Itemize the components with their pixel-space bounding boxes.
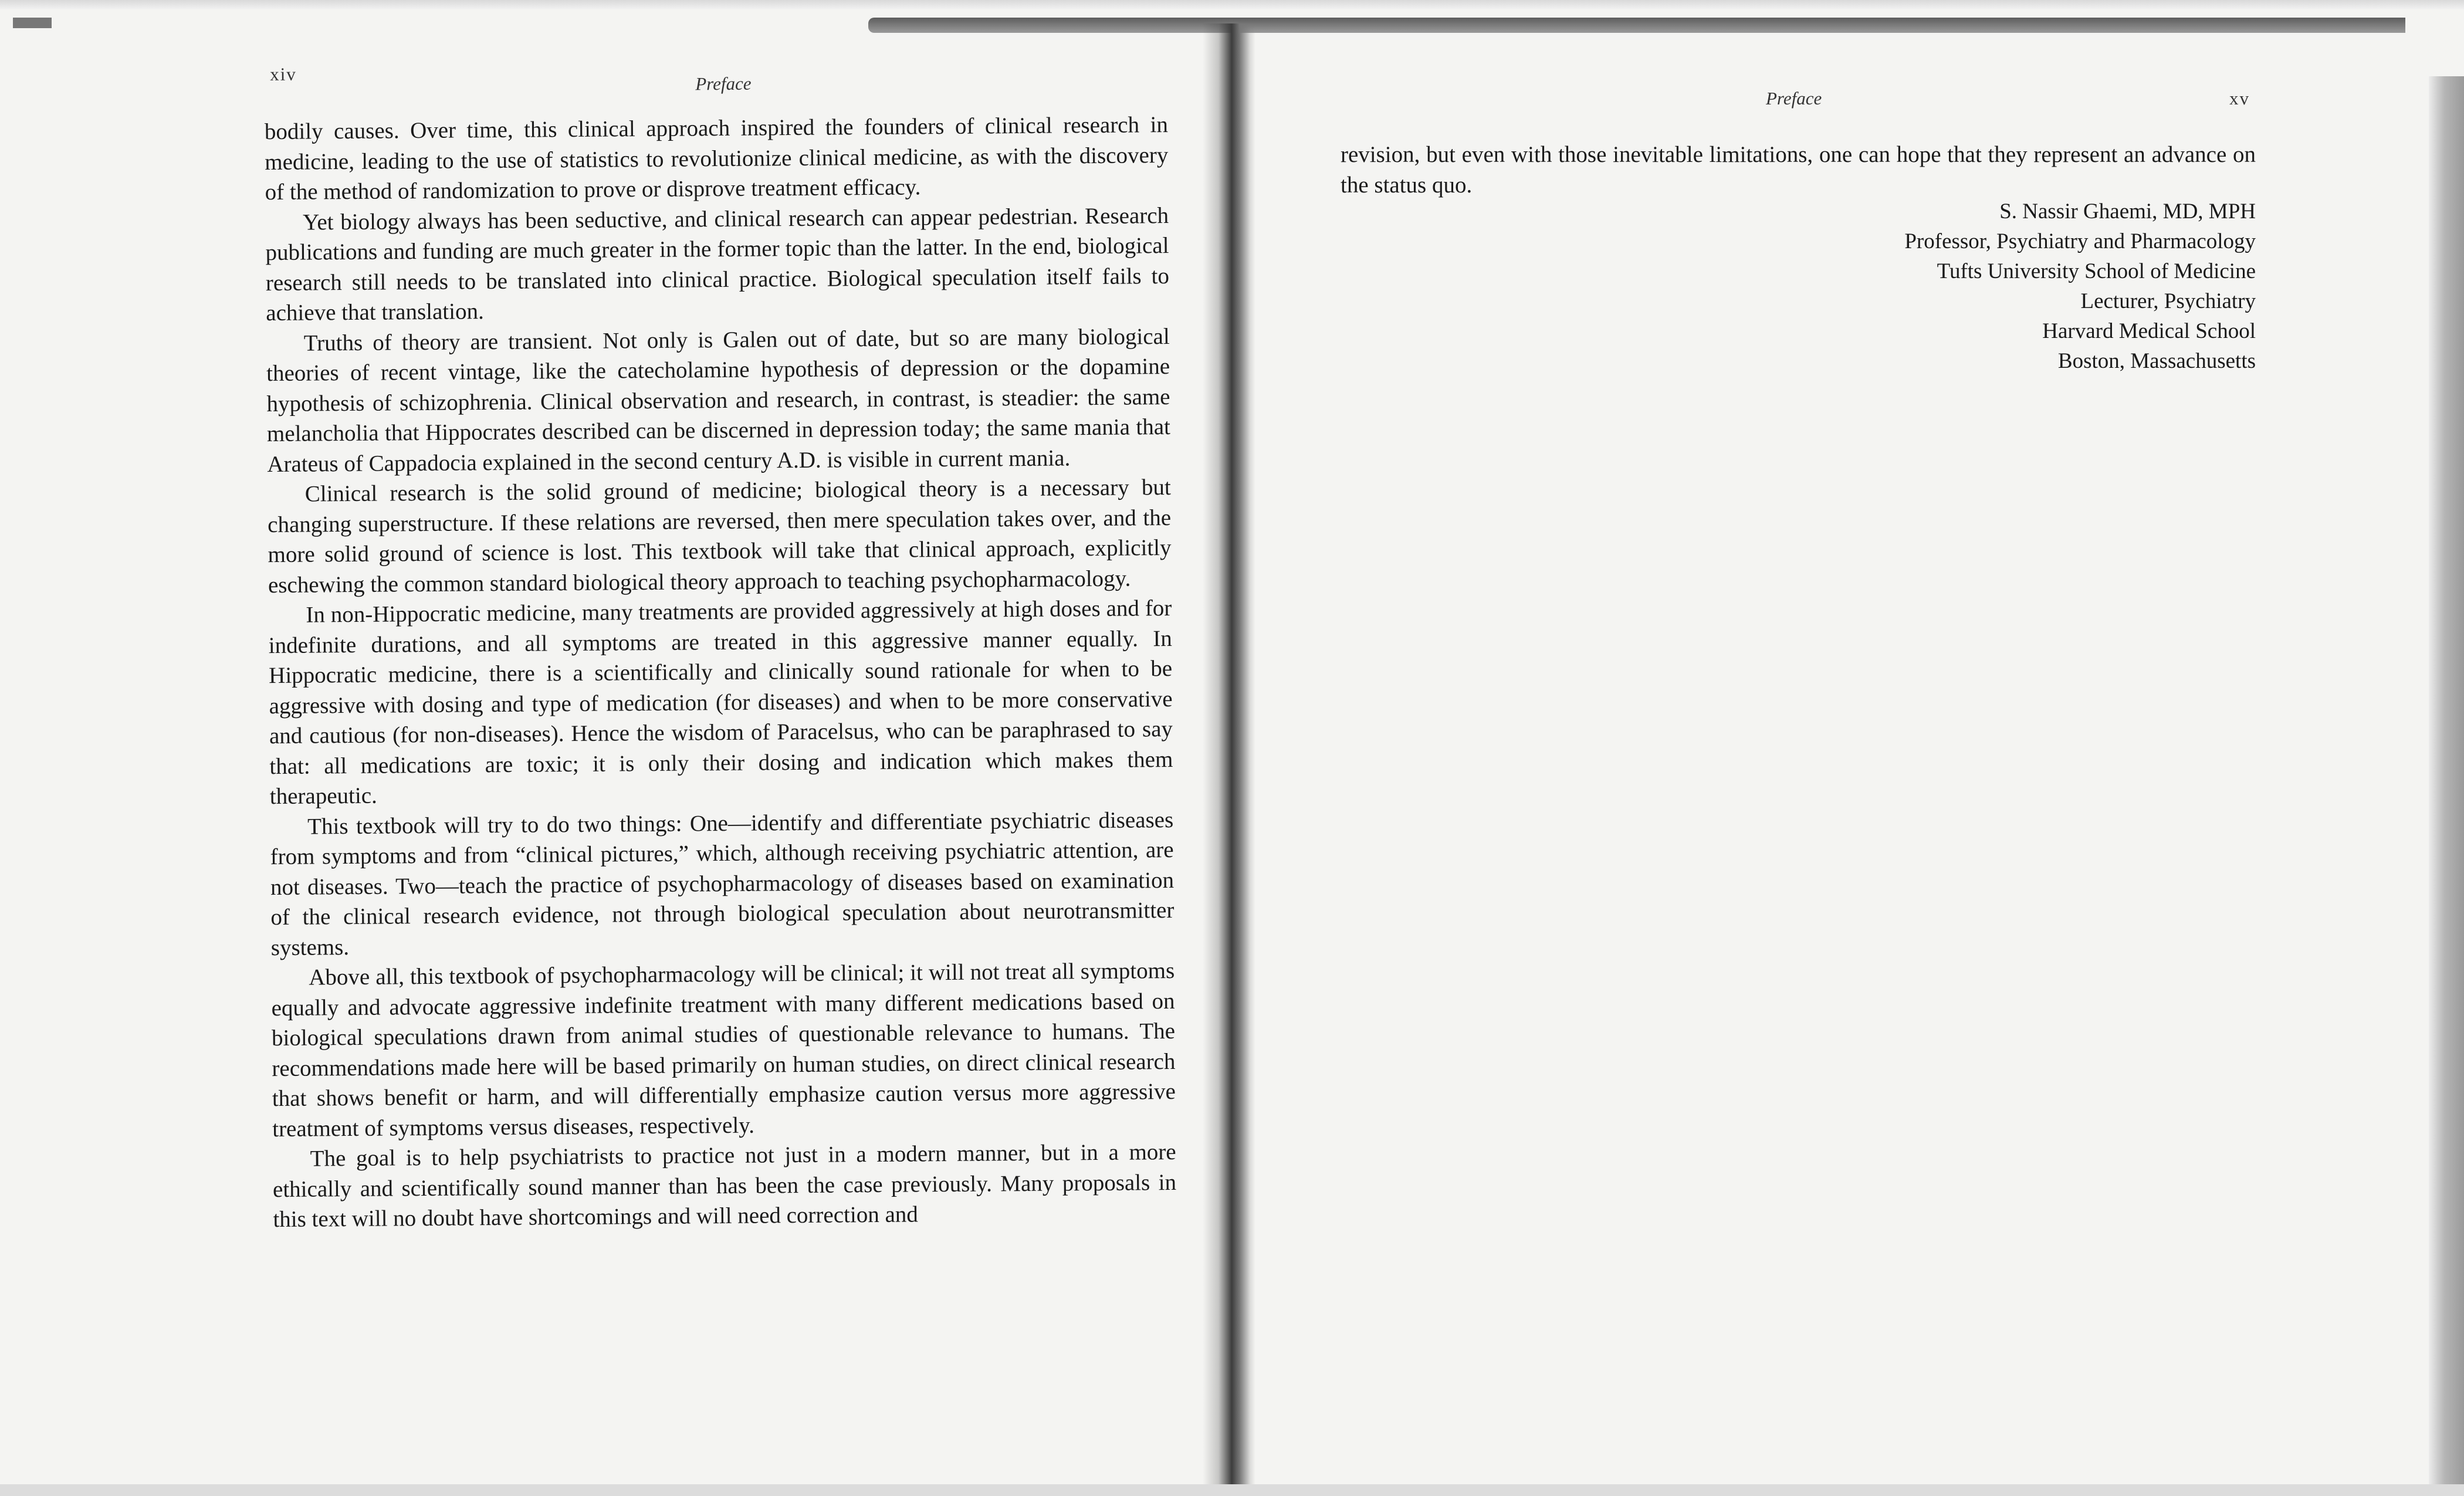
scan-top-shadow-band [868, 18, 2405, 33]
page-number-left: xiv [269, 63, 297, 85]
right-page-body [1341, 140, 2256, 200]
paragraph: Truths of theory are transient. Not only is Galen out of date, but so are many biological theories of recent vintage, like the catecholamine hypothesis of depression or the dopamine hypothesis of schizophrenia. Clinical observation and research, in contrast, is steadier: the same melancholia that Hippocrates described can be discerned in depression today; the same mania that Arateus of Cappadocia explained in the second century A.D. is visible in current mania. [266, 323, 1171, 477]
running-head-left: Preface [695, 73, 752, 94]
left-page [199, 57, 1183, 1355]
page-number-right: xv [2229, 88, 2250, 109]
author-location: Boston, Massachusetts [2057, 349, 2256, 373]
author-institution: Harvard Medical School [2042, 319, 2256, 343]
paragraph: bodily causes. Over time, this clinical approach inspired the founders of clinical research in medicine, leading to the use of statistics to revolutionize clinical medicine, as with the discovery of the method of randomization to prove or disprove treatment efficacy. [264, 112, 1169, 205]
paragraph: The goal is to help psychiatrists to practice not just in a modern manner, but in a more ethically and scientifically sound manner than has been the case previously. Many proposals in this text will no doubt have shortcomings and will need correction and [272, 1139, 1177, 1233]
author-title: Professor, Psychiatry and Pharmacology [1904, 229, 2256, 253]
author-signature-block [1904, 197, 2256, 376]
scan-corner-mark [13, 18, 52, 28]
paragraph: In non-Hippocratic medicine, many treatments are provided aggressively at high doses and for indefinite durations, and all symptoms are treated in this aggressive manner equally. In Hippocratic medicine, there is a scientifically and clinically sound rationale for when to be aggressive with dosing and type of medication (for diseases) and when to be more conservative and cautious (for non-diseases). Hence the wisdom of Paracelsus, who can be paraphrased to say that: all medications are toxic; it is only their dosing and indication which makes them therapeutic. [268, 595, 1173, 810]
scan-bottom-edge [0, 1484, 2464, 1496]
paragraph: Above all, this textbook of psychopharmacology will be clinical; it will not treat all symptoms equally and advocate aggressive indefinite treatment with many different medications based on biological speculations drawn from animal studies of questionable relevance to humans. The recommendations made here will be based primarily on human studies, on direct clinical research that shows benefit or harm, and will differentially emphasize caution versus more aggressive treatment of symptoms versus diseases, respectively. [271, 957, 1176, 1142]
paragraph: This textbook will try to do two things: One—identify and differentiate psychiatric diseases from symptoms and from “clinical pictures,” which, although receiving psychiatric attention, are not diseases. Two—teach the practice of psychopharmacology of diseases based on examination of the clinical research evidence, not through biological speculation about neurotransmitter systems. [270, 807, 1175, 960]
author-name: S. Nassir Ghaemi, MD, MPH [1999, 199, 2256, 224]
running-head-right: Preface [1766, 88, 1822, 109]
paragraph: Yet biology always has been seductive, and clinical research can appear pedestrian. Research publications and funding are much greater in the former topic than the latter. In the end, biological research still needs to be translated into clinical practice. Biological speculation itself fails to achieve that translation. [265, 202, 1170, 326]
paragraph: Clinical research is the solid ground of medicine; biological theory is a necessary but changing superstructure. If these relations are reversed, then mere speculation takes over, and the more solid ground of science is lost. This textbook will take that clinical approach, explicitly eschewing the common standard biological theory approach to teaching psychopharmacology. [267, 475, 1172, 598]
left-page-body [265, 110, 1177, 1235]
scan-right-edge [2429, 76, 2464, 1496]
author-title: Lecturer, Psychiatry [2080, 289, 2256, 313]
paragraph: revision, but even with those inevitable limitations, one can hope that they represent an advance on the status quo. [1341, 142, 2256, 198]
right-page [1341, 88, 2256, 440]
book-gutter-shadow [1203, 23, 1255, 1484]
author-institution: Tufts University School of Medicine [1937, 259, 2256, 283]
scan-top-edge [0, 0, 2464, 9]
